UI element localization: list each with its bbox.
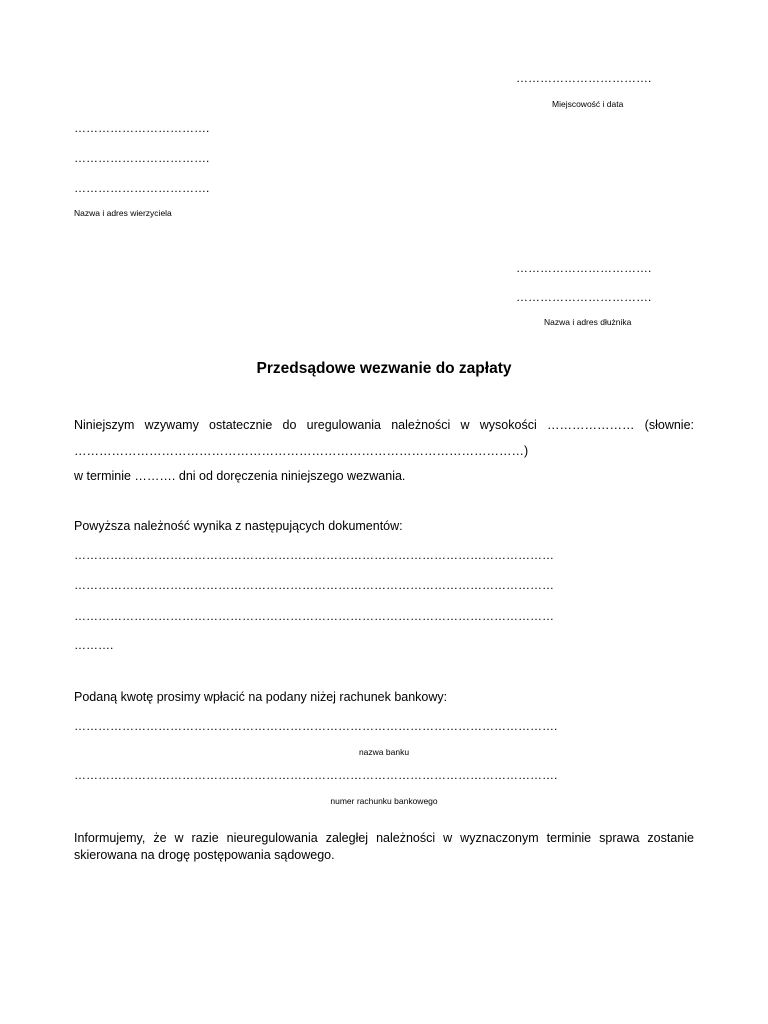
bank-name-label: nazwa banku — [358, 747, 410, 757]
bank-intro: Podaną kwotę prosimy wpłacić na podany niżej rachunek bankowy: — [74, 690, 448, 704]
creditor-line-3: ……………………………. — [74, 181, 210, 195]
bank-name-dots: …………………………………………………………………………………………………………. — [74, 719, 558, 733]
place-date-dots: ……………………………. — [516, 71, 652, 85]
place-date-label: Miejscowość i data — [552, 99, 624, 109]
debtor-line-1: ……………………………. — [516, 261, 652, 275]
creditor-label: Nazwa i adres wierzyciela — [74, 208, 172, 218]
documents-intro: Powyższa należność wynika z następujących dokumentów: — [74, 519, 403, 533]
demand-line-2: ………………………………………………………………………………………………) — [74, 444, 529, 458]
demand-line-3: w terminie ………. dni od doręczenia niniejszego wezwania. — [74, 469, 406, 483]
closing-line-2: skierowana na drogę postępowania sądowego. — [74, 848, 335, 862]
documents-line-3: ………………………………………………………………………………………………………… — [74, 609, 554, 623]
documents-line-2: ………………………………………………………………………………………………………… — [74, 578, 554, 592]
documents-line-1: ………………………………………………………………………………………………………… — [74, 548, 554, 562]
account-number-dots: …………………………………………………………………………………………………………. — [74, 768, 558, 782]
debtor-label: Nazwa i adres dłużnika — [544, 317, 632, 327]
document-title: Przedsądowe wezwanie do zapłaty — [256, 360, 512, 377]
closing-line-1: Informujemy, że w razie nieuregulowania zaległej należności w wyznaczonym terminie sprawa zostanie — [74, 831, 694, 845]
account-number-label: numer rachunku bankowego — [330, 796, 438, 806]
debtor-line-2: ……………………………. — [516, 290, 652, 304]
documents-line-4: ………. — [74, 638, 114, 652]
creditor-line-2: ……………………………. — [74, 151, 210, 165]
demand-line-1: Niniejszym wzywamy ostatecznie do uregulowania należności w wysokości ………………… (słownie: — [74, 418, 694, 432]
creditor-line-1: ……………………………. — [74, 121, 210, 135]
